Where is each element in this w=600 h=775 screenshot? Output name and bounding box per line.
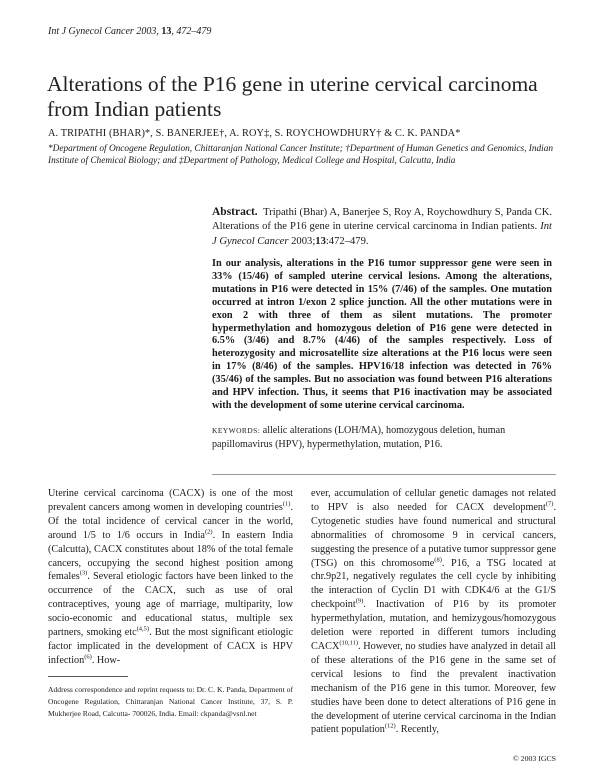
abstract-label: Abstract. xyxy=(212,206,258,218)
abstract-citation: Abstract. Tripathi (Bhar) A, Banerjee S, Roy A, Roychowdhury S, Panda CK. Alterations of the P16 gene in uterine cervical carcinoma in Indian patients. Int J Gynecol Cancer 2003;13:472–479. xyxy=(212,206,552,247)
citation-ref: (7) xyxy=(545,500,554,508)
keywords: KEYWORDS: allelic alterations (LOH/MA), homozygous deletion, human papillomavirus (HPV), hypermethylation, mutation, P16. xyxy=(212,425,506,450)
citation-ref: (9) xyxy=(355,597,364,605)
citation-ref: (2) xyxy=(204,528,213,536)
citation-ref: (12) xyxy=(384,723,396,731)
journal-name: Int J Gynecol Cancer xyxy=(48,26,134,37)
volume: 13 xyxy=(161,26,172,37)
running-head: Int J Gynecol Cancer 2003, 13, 472–479 xyxy=(48,26,212,37)
citation-ref: (1) xyxy=(282,500,291,508)
citation-ref: (10,11) xyxy=(339,639,359,647)
keywords-label: KEYWORDS: xyxy=(212,426,261,435)
body-column-left: Uterine cervical carcinoma (CACX) is one of the most prevalent cancers among women in developing countries$^{(1)}$. Of the total incidence of cervical cancer in the world, around 1/5 to 1/6 occurs in India$^{(2)}$. In eastern India (Calcutta), CACX constitutes about 18% of the total female cancers, occupying the second highest position among females$^{(3)}$. Several etiologic factors have been linked to the occurrence of the CACX, such as use of oral contraceptives, young age of marriage, multiparity, low socio-economic and educational status, multiple sex partners, smoking etc$^{(4,5)}$. But the most significant etiologic factor implicated in the development of CACX is HPV infection$^{(6)}$. How- xyxy=(48,488,294,666)
abstract-body: In our analysis, alterations in the P16 tumor suppressor gene were seen in 33% (15/46) of sampled uterine cervical lesions. Among the alterations, mutations in P16 were detected in 15% (7/46) of the samples. One mutation occurred at intron 1/exon 2 splice junction. All the other mutations were in exon 2 with three of them as silent mutations. The promoter hypermethylation and homozygous deletion of P16 gene were detected in 6.5% (3/46) and 8.7% (4/46) of the samples respectively. Loss of heterozygosity and microsatellite size alterations at the P16 locus were seen in 17% (8/46) of the samples. HPV16/18 infection was detected in 76% (35/46) of the samples. But no association was found between P16 alterations and HPV infection. Thus, it seems that P16 inactivation may be associated with the development of some uterine cervical carcinoma. xyxy=(212,258,552,411)
body-column-right: ever, accumulation of cellular genetic damages not related to HPV is also needed for CACX development$^{(7)}$. Cytogenetic studies have found numerical and structural abnormalities of chromosome 9 in cervical cancers, suggesting the presence of a putative tumor suppressor gene (TSG) on this chromosome$^{(8)}$. P16, a TSG located at chr.9p21, negatively regulates the cell cycle by inhibiting the interaction of Cyclin D1 with CDK4/6 at the G1/S checkpoint$^{(9)}$. Inactivation of P16 by its promoter hypermethylation, mutation, and hemizygous/homozygous deletion were reported in different tumors including CACX$^{(10,11)}$. However, no studies have analyzed in detail all of these alterations of the P16 gene in the same set of cervical lesions to find the prevalent inactivation mechanism of the P16 gene in this tumor. Moreover, few studies have been done to detect alterations of P16 gene in the development of uterine cervical carcinoma in the Indian patient population$^{(12)}$. Recently, xyxy=(311,488,557,736)
citation-ref: (8) xyxy=(434,556,442,564)
affiliations: *Department of Oncogene Regulation, Chittaranjan National Cancer Institute; †Department of Human Genetics and Genomics, Indian Institute of Chemical Biology; and ‡Department of Pathology, Medical College and Hospital, Calcutta, India xyxy=(48,144,554,167)
citation-ref: (6) xyxy=(84,653,92,661)
section-divider xyxy=(212,474,556,475)
copyright: © 2003 IGCS xyxy=(512,754,556,763)
footnote-divider xyxy=(48,676,128,677)
correspondence-address: Address correspondence and reprint requests to: Dr. C. K. Panda, Department of Oncogene Regulation, Chittaranjan National Cancer Institute, 37, S. P. Mukherjee Road, Calcutta- 700026, India. Email: ckpanda@vsnl.net xyxy=(48,685,293,718)
article-title: Alterations of the P16 gene in uterine cervical carcinoma from Indian patients xyxy=(47,72,538,121)
citation-ref: (3) xyxy=(79,570,88,578)
author-list: A. TRIPATHI (BHAR)*, S. BANERJEE†, A. ROY‡, S. ROYCHOWDHURY† & C. K. PANDA* xyxy=(48,128,461,139)
citation-ref: (4,5) xyxy=(136,625,150,633)
